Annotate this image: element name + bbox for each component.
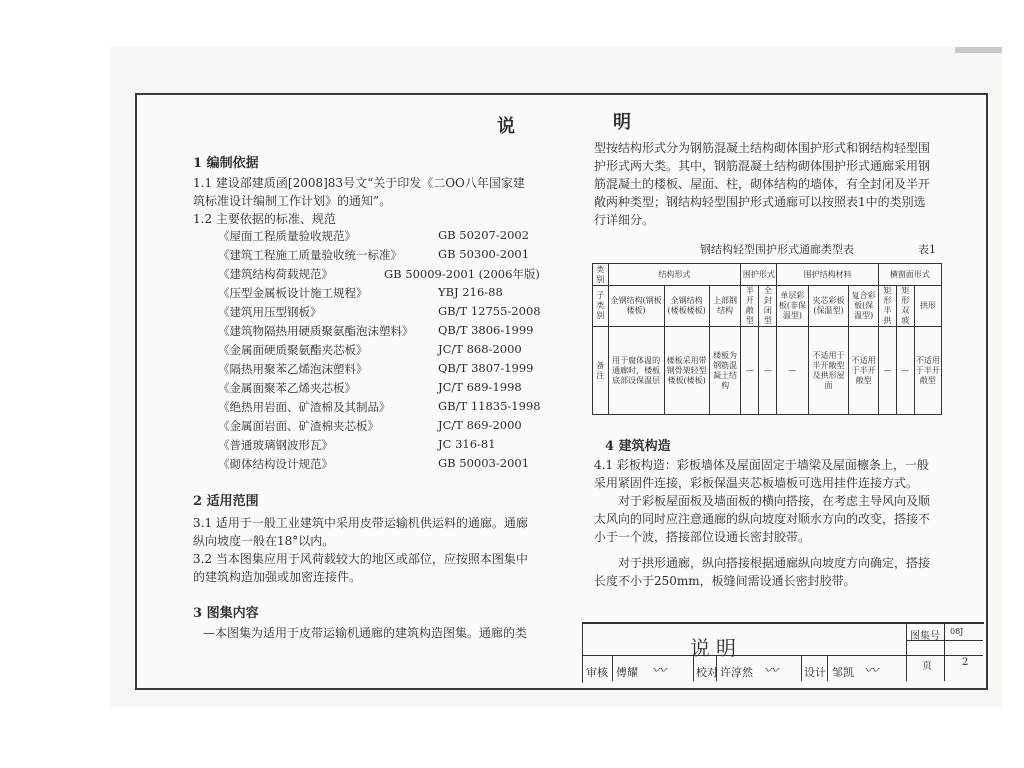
reference-code: GB 50207-2002: [438, 228, 530, 242]
table-header: 围护结构材料: [777, 264, 879, 286]
para-r4: 敞两种类型；钢结构轻型围护形式通廊可以按照表1中的类别选: [594, 195, 926, 209]
para-3a: —本图集为适用于皮带运输机通廊的建筑构造图集。通廊的类: [203, 626, 528, 640]
para-4-3b: 长度不小于250mm，板缝间需设通长密封胶带。: [594, 574, 856, 588]
title-block-divider: [582, 655, 983, 656]
table-header: 子类别: [593, 286, 609, 327]
table-cell: 不适用于半开敞型: [914, 327, 941, 415]
section-heading-3: 3 图集内容: [193, 606, 259, 621]
table-cell: —: [741, 327, 759, 415]
para-4-2c: 小于一个波，搭接部位设通长密封胶带。: [594, 530, 811, 544]
table-cell: 楼板为钢筋混凝土结构: [709, 327, 741, 415]
reference-name: 《建筑工程施工质量验收统一标准》: [218, 248, 402, 262]
para-4-2a: 对于彩板屋面板及墙面板的横向搭接，在考虑主导风向及顺: [618, 494, 931, 508]
para-2-2b: 的建筑构造加强或加密连接件。: [193, 570, 362, 584]
reference-name: 《隔热用聚苯乙烯泡沫塑料》: [218, 362, 368, 376]
reference-code: GB/T 12755-2008: [438, 304, 541, 318]
table-caption: 钢结构轻型围护形式通廊类型表: [700, 243, 854, 256]
table-cell: 矩形半拱: [878, 286, 896, 327]
review-name: 傅耀: [616, 666, 638, 679]
reference-name: 《建筑用压型钢板》: [218, 305, 322, 319]
title-block-divider: [827, 656, 828, 681]
reference-name: 《建筑结构荷载规范》: [218, 267, 333, 281]
para-2-2a: 3.2 当本图集应用于风荷载较大的地区或部位，应按照本图集中: [193, 552, 528, 566]
table-header: 横窗面形式: [878, 264, 941, 286]
page-label: 页: [922, 661, 932, 672]
review-signature: 〰: [652, 663, 666, 679]
reference-name: 《金属面硬质聚氨酯夹芯板》: [218, 343, 368, 357]
check-name: 许淳然: [720, 666, 753, 679]
reference-code: GB 50009-2001 (2006年版): [384, 267, 540, 281]
para-1-1a: 1.1 建设部建质函[2008]83号文“关于印发《二OO八年国家建: [193, 176, 525, 190]
table-cell: 复合彩板(保温型): [849, 286, 878, 327]
table-cell: 拱形: [914, 286, 941, 327]
table-cell: 半开敞型: [741, 286, 759, 327]
page-number: 2: [962, 657, 969, 668]
reference-name: 《普通玻璃钢波形瓦》: [218, 438, 333, 452]
table-cell: —: [777, 327, 808, 415]
para-4-1a: 4.1 彩板构造：彩板墙体及屋面固定于墙梁及屋面檩条上，一般: [594, 458, 929, 472]
para-r1: 型按结构形式分为钢筋混凝土结构砌体围护形式和钢结构轻型围: [594, 141, 931, 155]
section-heading-2: 2 适用范围: [193, 494, 259, 509]
reference-name: 《屋面工程质量验收规范》: [218, 229, 356, 243]
section-heading-4: 4 建筑构造: [605, 439, 671, 454]
table-cell: 全钢结构(楼板楼板): [664, 286, 709, 327]
design-signature: 〰: [864, 663, 878, 679]
page-title-right: 明: [613, 112, 633, 133]
table-cell: 用于腐体温的通廊时，楼板底部设保温层: [608, 327, 664, 415]
review-label: 审核: [586, 666, 608, 679]
reference-code: JC/T 689-1998: [438, 380, 522, 394]
check-label: 校对: [696, 666, 718, 679]
table-cell: 不适用于半开敞型及拱形屋面: [808, 327, 849, 415]
reference-name: 《砌体结构设计规范》: [218, 457, 333, 471]
title-block-title: 说明: [690, 636, 742, 660]
para-4-1b: 采用紧固件连接，彩板保温夹芯板墙板可选用挂件连接方式。: [594, 476, 919, 490]
para-4-3a: 对于拱形通廊，纵向搭接根据通廊纵向坡度方向确定，搭接: [618, 556, 931, 570]
reference-name: 《建筑物隔热用硬质聚氨酯泡沫塑料》: [218, 324, 414, 338]
design-name: 邹凯: [832, 666, 854, 679]
reference-code: JC/T 868-2000: [438, 342, 522, 356]
table-cell: —: [759, 327, 777, 415]
reference-code: YBJ 216-88: [438, 285, 503, 299]
reference-name: 《绝热用岩面、矿渣棉及其制品》: [218, 400, 391, 414]
table-cell: 矩形双坡: [896, 286, 914, 327]
reference-code: GB 50003-2001: [438, 456, 530, 470]
para-4-2b: 太风向的同时应注意通廊的纵向坡度对顺水方向的改变，搭接不: [594, 512, 931, 526]
para-r3: 筋混凝土的楼板、屋面、柱，砌体结构的墙体，有全封闭及半开: [594, 177, 931, 191]
para-r2: 护形式两大类。其中，钢筋混凝土结构砌体围护形式通廊采用钢: [594, 159, 931, 173]
table-header: 结构形式: [608, 264, 741, 286]
enclosure-type-table: [592, 263, 942, 415]
reference-code: JC 316-81: [438, 437, 496, 451]
reference-code: GB 50300-2001: [438, 247, 530, 261]
reference-code: JC/T 869-2000: [438, 418, 522, 432]
reference-code: QB/T 3807-1999: [438, 361, 534, 375]
reference-name: 《金属面岩面、矿渣棉夹芯板》: [218, 419, 379, 433]
page-title-left: 说: [497, 116, 517, 137]
table-header: 类别: [593, 264, 609, 286]
reference-name: 《压型金属板设计施工规程》: [218, 286, 368, 300]
check-signature: 〰: [764, 663, 778, 679]
table-cell: —: [878, 327, 896, 415]
table-cell: 不适用于半开敞型: [849, 327, 878, 415]
table-cell: 单层彩板(非保温型): [777, 286, 808, 327]
page-edge: [955, 47, 1002, 53]
para-1-1b: 筑标准设计编制工作计划》的通知”。: [193, 194, 392, 208]
reference-code: QB/T 3806-1999: [438, 323, 534, 337]
table-header: 围护形式: [741, 264, 777, 286]
atlas-number-value: 08J: [950, 627, 964, 636]
para-r5: 行详细分。: [594, 213, 655, 227]
para-2-1a: 3.1 适用于一般工业建筑中采用皮带运输机供运料的通廊。通廊: [193, 516, 528, 530]
title-block-divider: [801, 656, 802, 681]
title-block-divider: [944, 622, 945, 681]
para-1-2: 1.2 主要依据的标准、规范: [193, 212, 336, 226]
atlas-number-label: 图集号: [910, 631, 940, 642]
table-cell: 夹芯彩板(保温型): [808, 286, 849, 327]
table-cell: 全钢结构(钢板楼板): [608, 286, 664, 327]
table-cell: 上部钢结构: [709, 286, 741, 327]
para-2-1b: 纵向坡度一般在18°以内。: [193, 534, 335, 548]
table-number: 表1: [918, 243, 936, 256]
table-cell: 楼板采用带钢骨架轻型楼板(楼板): [664, 327, 709, 415]
reference-code: GB/T 11835-1998: [438, 399, 541, 413]
section-heading-1: 1 编制依据: [193, 156, 259, 171]
title-block-divider: [906, 622, 907, 681]
table-cell: —: [896, 327, 914, 415]
design-label: 设计: [804, 666, 826, 679]
table-cell: 全封闭型: [759, 286, 777, 327]
table-header: 备注: [593, 327, 609, 415]
reference-name: 《金属面聚苯乙烯夹芯板》: [218, 381, 356, 395]
title-block-divider: [612, 656, 613, 681]
